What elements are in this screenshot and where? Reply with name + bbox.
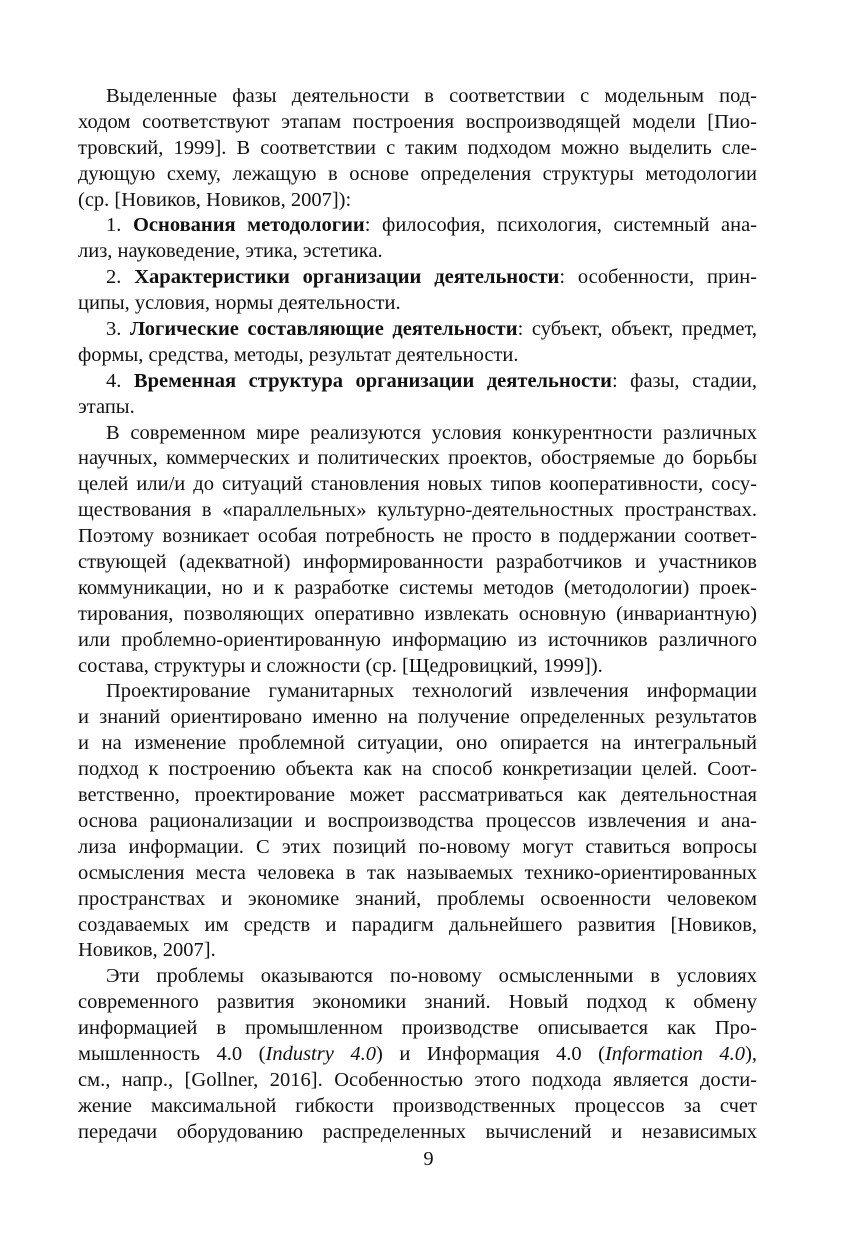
text-line-with-italics: [78, 1042, 757, 1068]
text-line: ципы, условия, нормы деятельности.: [78, 292, 401, 315]
text-line: формы, средства, методы, результат деятельности.: [78, 343, 519, 366]
text-line: современного развития экономики знаний. Новый подход к обмену: [78, 991, 757, 1014]
list-term: Основания методологии: [132, 214, 365, 237]
text-line: ходом соответствуют этапам построения воспроизводящей модели [Пио-: [78, 110, 757, 133]
list-number: 1.: [106, 214, 133, 237]
text-line: и на изменение проблемной ситуации, оно опирается на интегральный: [78, 732, 757, 755]
text-line: создаваемых им средств и парадигм дальнейшего развития [Новиков,: [78, 913, 757, 936]
italic-term: Industry 4.0: [265, 1042, 376, 1065]
list-description: : фазы, стадии,: [611, 369, 757, 392]
text-segment: мышленность 4.0 (: [78, 1042, 266, 1065]
text-line: тровский, 1999]. В соответствии с таким подходом можно выделить сле-: [78, 136, 757, 159]
text-segment: ),: [745, 1042, 758, 1065]
text-line: лиз, науковедение, этика, эстетика.: [78, 240, 383, 263]
list-description: : особенности, прин-: [559, 266, 757, 289]
text-line: подход к построению объекта как на способ конкретизации целей. Соот-: [78, 758, 757, 781]
text-line: ществования в «параллельных» культурно-деятельностных пространствах.: [78, 499, 757, 522]
text-line: этапы.: [78, 395, 135, 418]
page-body: [78, 84, 757, 1146]
list-item-heading: [78, 213, 757, 239]
text-line: коммуникации, но и к разработке системы методов (методологии) проек-: [78, 576, 757, 599]
list-description: : субъект, объект, предмет,: [517, 318, 758, 341]
text-line: тирования, позволяющих оперативно извлекать основную (инвариантную): [78, 602, 757, 625]
list-number: 2.: [106, 266, 135, 289]
text-line: ствующей (адекватной) информированности разработчиков и участников: [78, 551, 757, 574]
text-line: пространствах и экономике знаний, проблемы освоенности человеком: [78, 887, 757, 910]
list-term: Временная структура организации деятельности: [133, 369, 612, 392]
text-line: см., напр., [Gollner, 2016]. Особенностью этого подхода является дости-: [78, 1068, 757, 1091]
text-line: дующую схему, лежащую в основе определения структуры методологии: [78, 162, 757, 185]
text-line: осмысления места человека в так называемых технико-ориентированных: [78, 861, 757, 884]
list-description: : философия, психология, системный ана-: [364, 214, 758, 237]
text-line: научных, коммерческих и политических проектов, обостряемые до борьбы: [78, 447, 757, 470]
text-line: или проблемно-ориентированную информацию из источников различного: [78, 628, 757, 651]
text-line: состава, структуры и сложности (ср. [Щедровицкий, 1999]).: [78, 654, 603, 677]
text-line: передачи оборудованию распределенных вычислений и независимых: [78, 1120, 757, 1143]
text-segment: ) и Информация 4.0 (: [376, 1042, 605, 1065]
text-line: лиза информации. С этих позиций по-новому могут ставиться вопросы: [78, 835, 757, 858]
list-item-heading: [78, 317, 757, 343]
text-line: информацией в промышленном производстве описывается как Про-: [78, 1017, 757, 1040]
text-line: жение максимальной гибкости производственных процессов за счет: [78, 1094, 757, 1117]
text-line: ветственно, проектирование может рассматриваться как деятельностная: [78, 784, 757, 807]
list-term: Характеристики организации деятельности: [134, 266, 560, 289]
text-line: Проектирование гуманитарных технологий извлечения информации: [106, 680, 757, 703]
list-term: Логические составляющие деятельности: [130, 318, 518, 341]
text-line: (ср. [Новиков, Новиков, 2007]):: [78, 188, 352, 211]
italic-term: Information 4.0: [604, 1042, 746, 1065]
page-number: 9: [423, 1148, 434, 1170]
text-line: основа рационализации и воспроизводства процессов извлечения и ана-: [78, 809, 757, 832]
list-number: 3.: [106, 318, 131, 341]
list-item-heading: [78, 265, 757, 291]
text-line: Поэтому возникает особая потребность не просто в поддержании соответ-: [78, 525, 757, 548]
list-number: 4.: [106, 369, 134, 392]
list-item-heading: [78, 369, 757, 395]
text-line: Эти проблемы оказываются по-новому осмысленными в условиях: [106, 965, 757, 988]
text-line: Новиков, 2007].: [78, 939, 216, 962]
text-line: Выделенные фазы деятельности в соответствии с модельным под-: [106, 85, 757, 107]
text-line: целей или/и до ситуаций становления новых типов кооперативности, сосу-: [78, 473, 757, 496]
text-line: В современном мире реализуются условия конкурентности различных: [106, 421, 757, 444]
text-line: и знаний ориентировано именно на получение определенных результатов: [78, 706, 757, 729]
